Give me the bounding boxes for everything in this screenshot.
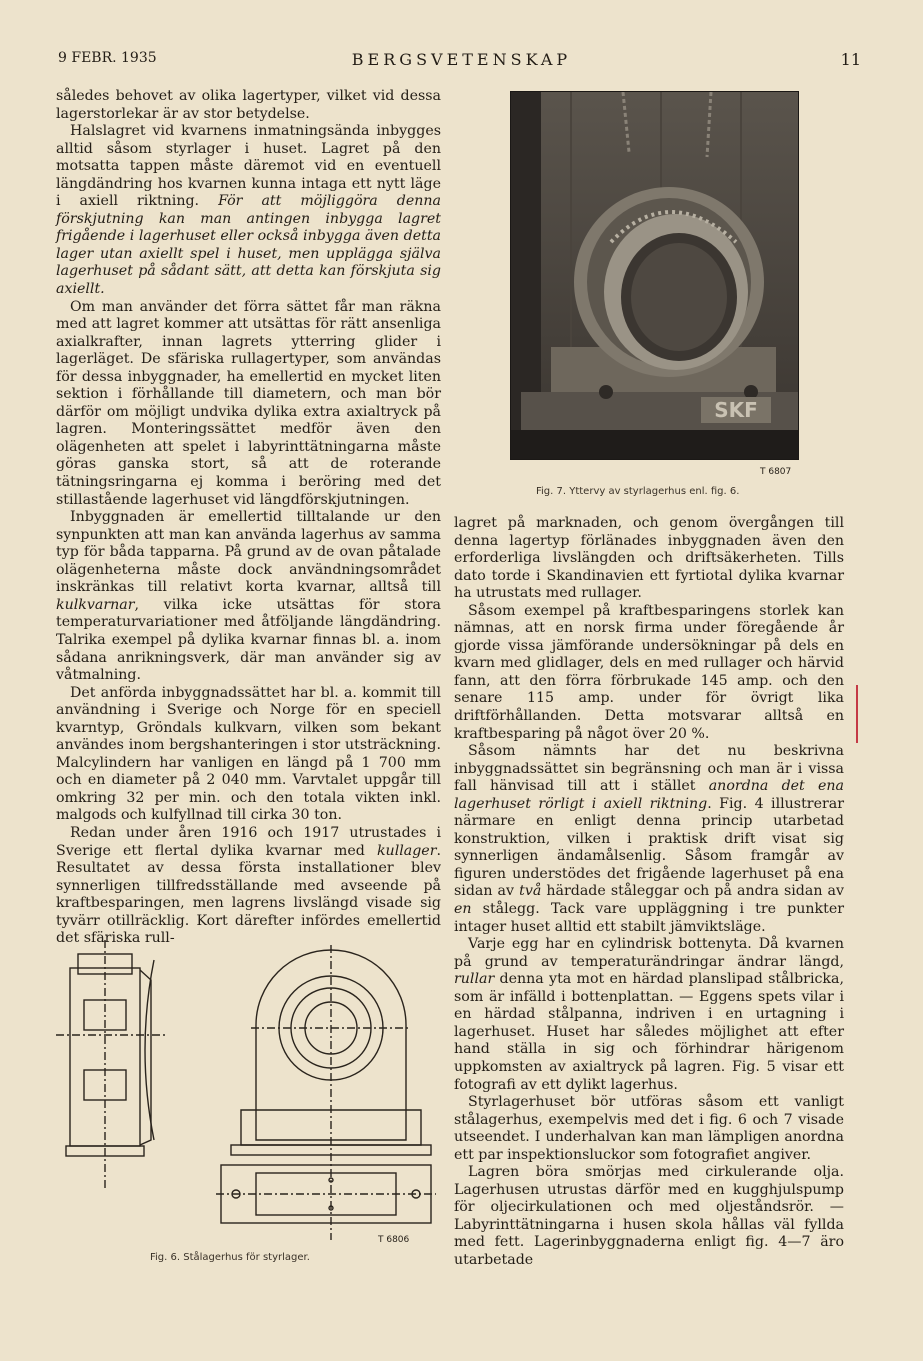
paragraph: Det anförda inbyggnadssättet har bl. a. kommit till användning i Sverige och Norge för en speciell kvarntyp, Gröndals kulkvarn, vilken som bekant användes inom bergshanteringen i stor utsträckning. Malcylindern har vanligen en längd på 1 700 mm och en diameter på 2 040 mm. Varvtalet uppgår till omkring 32 per min. och den totala vikten inkl. malgods och kulfyllnad till cirka 30 ton. <box>56 684 441 824</box>
paragraph: således behovet av olika lagertyper, vilket vid dessa lagerstorlekar är av stor betydelse. <box>56 88 441 122</box>
text-run: denna yta mot en härdad planslipad stålbricka, som är infälld i bottenplattan. — Eggens spets vilar i en härdad stålpanna, indriven i en urtagning i lagerhuset. Huset har således möjlighet att efter hand ställa in sig och förhindrar härigenom uppkomsten av axialtryck på lagren. Fig. 5 visar ett fotografi av ett dylikt lagerhus. <box>454 971 844 1093</box>
text-run: Såsom nämnts har det nu beskrivna inbyggnadssättet sin begränsning och man är i vissa fall hänvisad till att i stället <box>454 743 844 795</box>
technical-drawing <box>56 940 436 1240</box>
italic-text: För att möjliggöra denna förskjutning kan man antingen inbygga lagret frigående i lagerhuset eller också inbygga även detta lager utan axiellt spel i huset, men upplägga själva lagerhuset på sådant sätt, att detta kan förskjuta sig axiellt. <box>56 193 441 298</box>
bearing-photo-illustration <box>511 92 798 459</box>
bearing-housing-drawing <box>56 940 436 1240</box>
paragraph: lagret på marknaden, och genom övergången till denna lagertyp förlänades inbyggnaden även den erforderliga livslängden och driftsäkerheten. Tills dato torde i Skandinavien ett fyrtiotal dylika kvarnar ha utrustats med rullager. <box>454 515 844 602</box>
left-text-column <box>56 88 441 948</box>
paragraph: Styrlagerhuset bör utföras såsom ett vanligt stålagerhus, exempelvis med det i fig. 6 och 7 visade utseendet. I underhalvan kan man lämpligen anordna ett par inspektionsluckor som fotografiet angiver. <box>454 1094 844 1163</box>
paragraph <box>56 509 441 684</box>
paragraph <box>454 743 844 936</box>
page-number: 11 <box>840 50 861 69</box>
text-run: härdade ståleggar och på andra sidan av <box>546 883 845 900</box>
figure-7-caption: Fig. 7. Yttervy av styrlagerhus enl. fig. 6. <box>536 486 740 497</box>
paragraph: Såsom exempel på kraftbesparingens storlek kan nämnas, att en norsk firma under föregående år gjorde vissa jämförande undersökningar på dels en kvarn med glidlager, dels en med rullager och härvid fann, att den förra förbrukade 145 amp. och den senare 115 amp. under för övrigt lika driftförhållanden. Detta motsvarar alltså en kraftbesparing på något över 20 %. <box>454 602 844 742</box>
text-run: . Resultatet av dessa första installationer blev synnerligen tillfredsställande med avseende på kraftbesparingen, men lagrens livslängd visade sig tyvärr otillräcklig. Kort därefter infördes emellertid det sfäriska rull- <box>56 842 441 947</box>
paragraph: Lagren böra smörjas med cirkulerande olja. Lagerhusen utrustas därför med en kugghjulspump för oljecirkulationen och med oljeståndsrör. — Labyrinttätningarna i husen skola hållas väl fyllda med fett. Lagerinbyggnaderna enligt fig. 4—7 äro utarbetade <box>454 1164 844 1268</box>
right-text-column <box>454 515 844 1270</box>
text-run: , vilka icke utsättas för stora temperaturvariationer med åtföljande längdändring. Talrika exempel på dylika kvarnar finnas bl. a. inom sådana anrikningsverk, där man använder sig av våtmalning. <box>56 596 441 684</box>
paragraph <box>56 825 441 948</box>
figure-6-id: T 6806 <box>378 1235 410 1245</box>
bearing-housing-photo <box>510 91 799 460</box>
italic-text: kulkvarnar <box>56 596 135 613</box>
paragraph <box>56 123 441 298</box>
skf-logo: SKF <box>714 398 758 422</box>
margin-mark <box>856 685 858 743</box>
figure-6-caption: Fig. 6. Stålagerhus för styrlager. <box>150 1252 310 1263</box>
header-date: 9 FEBR. 1935 <box>58 50 157 66</box>
italic-text: en <box>454 901 472 918</box>
text-run: Varje egg har en cylindrisk bottenyta. Då kvarnen på grund av temperaturändringar ändrar längd, <box>454 936 844 970</box>
journal-title: BERGSVETENSKAP <box>351 50 572 69</box>
paragraph: Om man använder det förra sättet får man räkna med att lagret kommer att utsättas för rätt ansenliga axialkrafter, innan lagrets ytterring glider i lagerläget. De sfäriska rullagertyper, som användas för dessa inbyggnader, ha emellertid en mycket liten sektion i förhållande till diametern, och man bör därför om möjligt undvika dylika extra axialtryck på lagren. Monteringssättet medför även den olägenheten att spelet i labyrinttätningarna måste göras ganska stort, så att de roterande tätningsringarna ej komma i beröring med det stillastående lagerhuset vid längdförskjutningen. <box>56 298 441 508</box>
text-run: Halslagret vid kvarnens inmatningsända inbygges alltid såsom styrlager i huset. Lagret på den motsatta tappen måste däremot vid en eventuell längdändring hos kvarnen kunna intaga ett nytt läge i axiell riktning. <box>56 123 441 210</box>
italic-text: två <box>519 883 542 900</box>
paragraph <box>454 936 844 1094</box>
text-run: stålegg. Tack vare uppläggning i tre punkter intager huset alltid ett stabilt jämviktsläge. <box>454 901 845 935</box>
text-run: Inbyggnaden är emellertid tilltalande ur den synpunkten att man kan använda lagerhus av samma typ för båda tapparna. På grund av de ovan påtalade olägenheterna måste dock användningsområdet inskränkas till relativt korta kvarnar, alltså till <box>56 509 441 596</box>
italic-text: rullar <box>454 971 495 988</box>
italic-text: anordna det ena lagerhuset rörligt i axiell riktning <box>454 778 844 812</box>
italic-text: kullager <box>376 842 437 859</box>
figure-7-id: T 6807 <box>760 467 792 477</box>
text-run: . Fig. 4 illustrerar närmare en enligt denna princip utarbetad konstruktion, vilken i praktisk drift visat sig synnerligen ändamålsenlig. Såsom framgår av figuren understödes det frigående lagerhuset på ena sidan av <box>454 795 844 900</box>
text-run: Redan under åren 1916 och 1917 utrustades i Sverige ett flertal dylika kvarnar med <box>56 824 441 859</box>
